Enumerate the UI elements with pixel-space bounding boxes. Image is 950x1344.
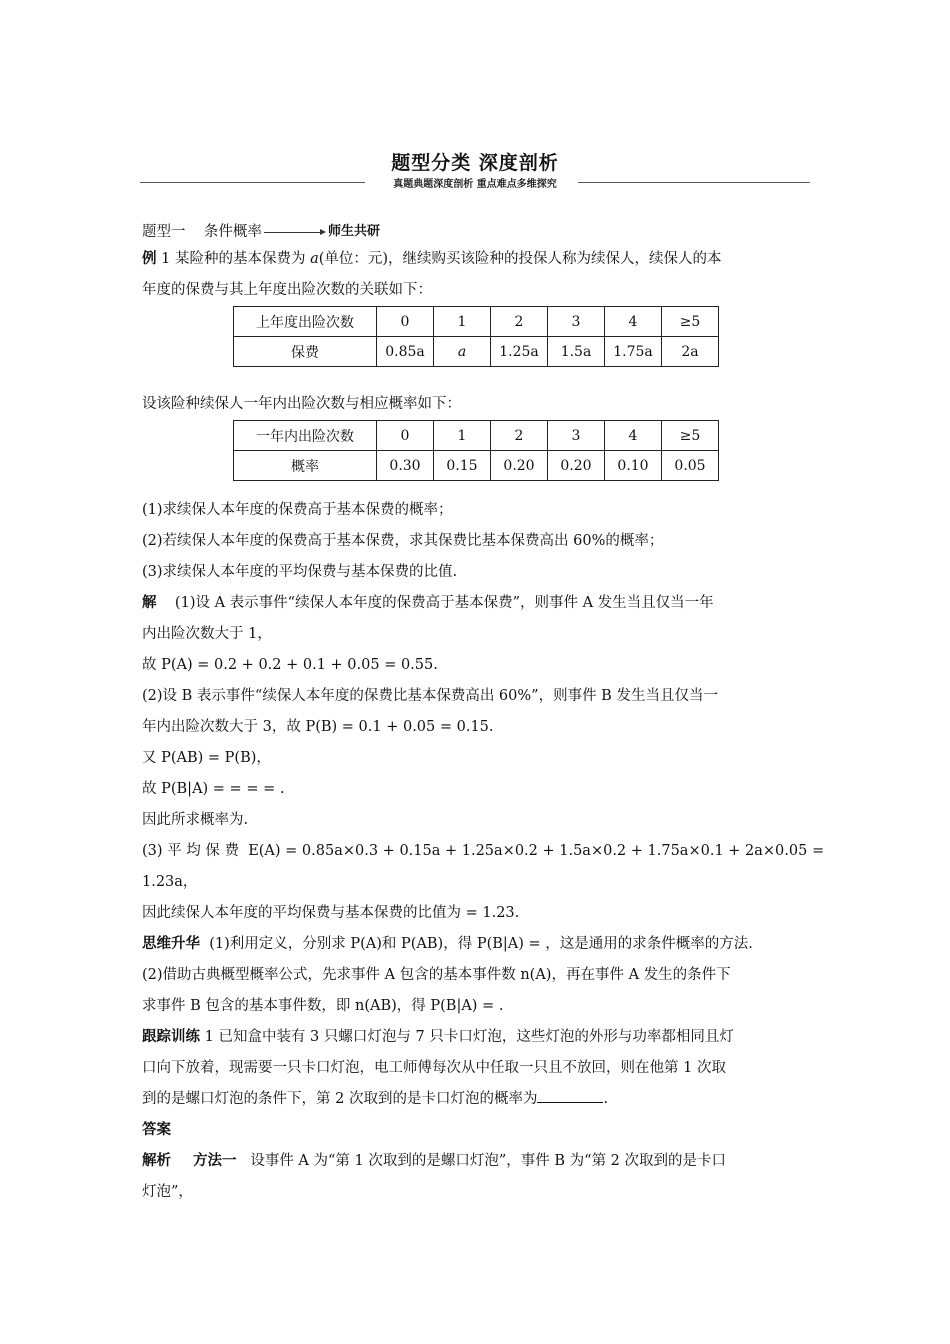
table-header-cell: 一年内出险次数 — [234, 421, 377, 451]
solution-label: 解 — [142, 595, 157, 611]
table-row — [234, 451, 719, 481]
table-cell: 0.15 — [434, 451, 491, 481]
table-cell: 0.20 — [491, 451, 548, 481]
table-header-cell: 1 — [434, 421, 491, 451]
table-header-cell: 2 — [491, 421, 548, 451]
table-cell: 1.75a — [605, 337, 662, 367]
analysis-text: 设事件 A 为“第 1 次取到的是螺口灯泡”，事件 B 为“第 2 次取到的是卡口 — [236, 1153, 727, 1169]
solution-line: (2)设 B 表示事件“续保人本年度的保费比基本保费高出 60%”，则事件 B 发生当且仅当一 — [142, 688, 718, 704]
solution-line: 年内出险次数大于 3，故 P(B) = 0.1 + 0.05 = 0.15. — [142, 719, 494, 735]
table-cell: a — [434, 337, 491, 367]
solution-line: 又 P(AB) = P(B)， — [142, 750, 271, 766]
analysis-method: 方法一 — [193, 1153, 237, 1169]
table-header-cell: 3 — [548, 421, 605, 451]
table-header-cell: 3 — [548, 307, 605, 337]
topic-badge: 师生共研 — [327, 224, 380, 239]
question-1: (1)求续保人本年度的保费高于基本保费的概率； — [142, 502, 453, 518]
table-cell: 0.30 — [377, 451, 434, 481]
probability-table — [233, 420, 719, 481]
training-text: . — [603, 1091, 609, 1107]
example-line-1 — [142, 244, 810, 275]
example-text: (单位：元)，继续购买该险种的投保人称为续保人，续保人的本 — [318, 251, 722, 267]
table-cell: 0.20 — [548, 451, 605, 481]
premium-table — [233, 306, 719, 367]
training-line — [142, 1022, 810, 1053]
table-row — [234, 337, 719, 367]
section-title: 题型分类 深度剖析 — [391, 152, 559, 174]
variable-a: a — [310, 251, 319, 267]
table-header-cell: ≥5 — [662, 307, 719, 337]
between-text: 设该险种续保人一年内出险次数与相应概率如下： — [142, 396, 461, 412]
table-row — [234, 307, 719, 337]
table-row — [234, 421, 719, 451]
table-header-cell: 0 — [377, 307, 434, 337]
solution-line: 1.23a， — [142, 874, 198, 890]
table-row-label: 保费 — [234, 337, 377, 367]
thinking-line: (2)借助古典概型概率公式，先求事件 A 包含的基本事件数 n(A)，再在事件 A 发生的条件下 — [142, 967, 731, 983]
solution-line: (3) 平 均 保 费 E(A) = 0.85a×0.3 + 0.15a + 1.25a×0.2 + 1.5a×0.2 + 1.75a×0.1 + 2a×0.05 = — [142, 843, 825, 859]
solution-line: 内出险次数大于 1， — [142, 626, 272, 642]
topic-label: 题型一 条件概率 — [142, 224, 262, 240]
training-line — [142, 1084, 810, 1115]
solution-line: 因此所求概率为. — [142, 812, 249, 828]
table-cell: 2a — [662, 337, 719, 367]
training-line: 口向下放着，现需要一只卡口灯泡，电工师傅每次从中任取一只且不放回，则在他第 1 次取 — [142, 1060, 726, 1076]
example-text: 1 某险种的基本保费为 — [156, 251, 311, 267]
table-header-cell: 上年度出险次数 — [234, 307, 377, 337]
answer-blank — [537, 1088, 603, 1103]
table-header-cell: 4 — [605, 421, 662, 451]
analysis-line: 灯泡”， — [142, 1184, 193, 1200]
solution-line — [142, 588, 810, 619]
thinking-line — [142, 929, 810, 960]
analysis-line — [142, 1146, 810, 1177]
document-body — [142, 220, 825, 1208]
thinking-text: (1)利用定义，分别求 P(A)和 P(AB)，得 P(B|A) = ，这是通用的求条件概率的方法. — [200, 936, 753, 952]
training-label: 跟踪训练 — [142, 1029, 200, 1045]
arrow-icon — [264, 232, 324, 233]
training-text: 到的是螺口灯泡的条件下，第 2 次取到的是卡口灯泡的概率为 — [142, 1091, 538, 1107]
example-label: 例 — [142, 251, 157, 267]
example-line-2: 年度的保费与其上年度出险次数的关联如下： — [142, 282, 432, 298]
training-text: 1 已知盒中装有 3 只螺口灯泡与 7 只卡口灯泡，这些灯泡的外形与功率都相同且灯 — [200, 1029, 734, 1045]
table-cell: 0.85a — [377, 337, 434, 367]
section-subtitle: 真题典题深度剖析 重点难点多维探究 — [393, 179, 557, 190]
table-header-cell: 4 — [605, 307, 662, 337]
thinking-label: 思维升华 — [142, 936, 200, 952]
solution-line: 故 P(B|A) = = = = . — [142, 781, 285, 797]
table-cell: 1.25a — [491, 337, 548, 367]
solution-line: 因此续保人本年度的平均保费与基本保费的比值为 = 1.23. — [142, 905, 520, 921]
answer-label: 答案 — [142, 1122, 171, 1138]
table-cell: 1.5a — [548, 337, 605, 367]
table-header-cell: 1 — [434, 307, 491, 337]
table-header-cell: 0 — [377, 421, 434, 451]
table-header-cell: 2 — [491, 307, 548, 337]
table-cell: 0.10 — [605, 451, 662, 481]
analysis-label: 解析 — [142, 1153, 171, 1169]
table-row-label: 概率 — [234, 451, 377, 481]
table-header-cell: ≥5 — [662, 421, 719, 451]
solution-line: 故 P(A) = 0.2 + 0.2 + 0.1 + 0.05 = 0.55. — [142, 657, 438, 673]
question-3: (3)求续保人本年度的平均保费与基本保费的比值. — [142, 564, 458, 580]
topic-heading — [142, 220, 810, 244]
question-2: (2)若续保人本年度的保费高于基本保费，求其保费比基本保费高出 60%的概率； — [142, 533, 664, 549]
solution-text: (1)设 A 表示事件“续保人本年度的保费高于基本保费”，则事件 A 发生当且仅当一年 — [156, 595, 714, 611]
table-cell: 0.05 — [662, 451, 719, 481]
thinking-line: 求事件 B 包含的基本事件数，即 n(AB)，得 P(B|A) = . — [142, 998, 504, 1014]
